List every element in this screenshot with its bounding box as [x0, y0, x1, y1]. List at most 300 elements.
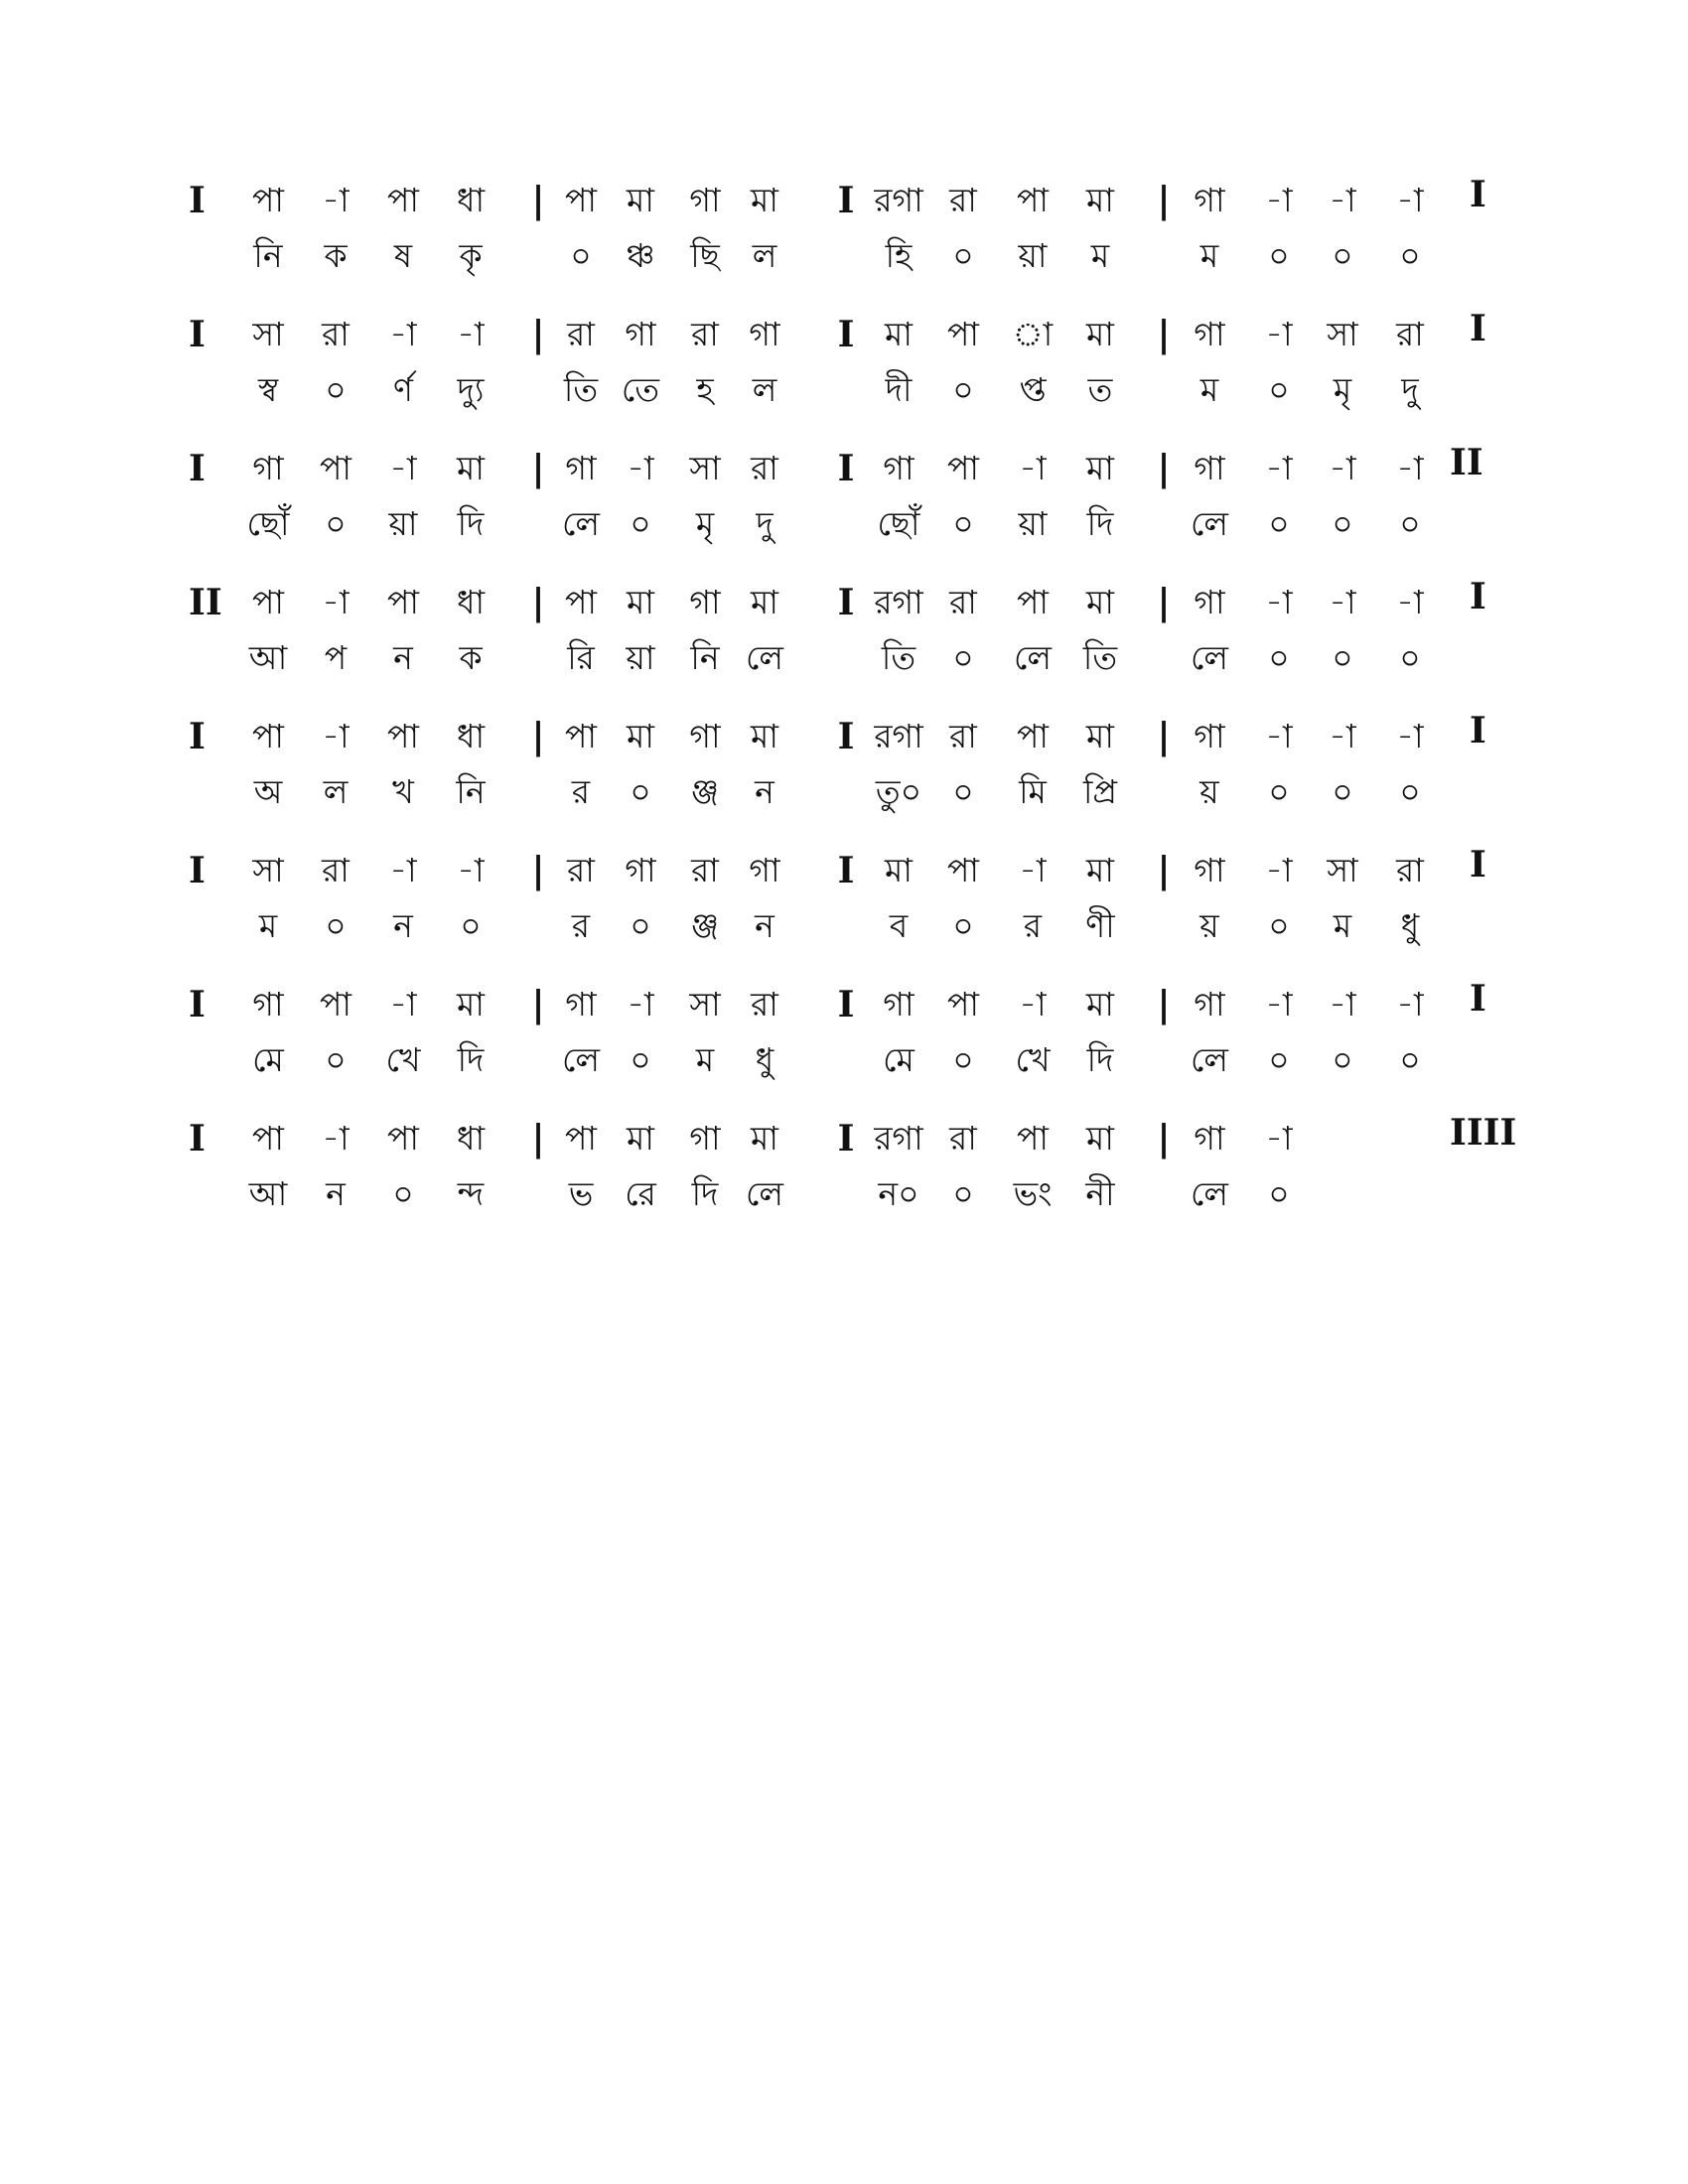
- note: মা: [457, 449, 485, 487]
- note: গা: [252, 985, 284, 1024]
- lyric-syllable: ০: [1399, 1040, 1421, 1079]
- note: পা: [252, 583, 284, 621]
- barline: |: [1157, 1118, 1171, 1160]
- barline: |: [1157, 582, 1171, 623]
- lyric-syllable: ঞ্জ: [690, 772, 720, 811]
- note: রা: [322, 315, 350, 353]
- note: পা: [1017, 717, 1049, 755]
- note: -া: [1265, 717, 1293, 755]
- note: পা: [565, 181, 597, 219]
- note: গা: [1194, 985, 1225, 1024]
- lyric-syllable: মে: [252, 1040, 284, 1079]
- lyric-syllable: ছোঁ: [877, 504, 920, 543]
- lyric-syllable: নি: [690, 638, 720, 677]
- note: গা: [252, 449, 284, 487]
- lyric-syllable: য়: [1199, 772, 1219, 811]
- note: মা: [885, 315, 913, 353]
- lyric-syllable: ক: [459, 638, 483, 677]
- note: -া: [1329, 449, 1356, 487]
- start-barline: I: [189, 850, 206, 891]
- note: -া: [322, 717, 350, 755]
- note: -া: [1265, 985, 1293, 1024]
- note: মা: [627, 181, 654, 219]
- barline: I: [837, 850, 855, 891]
- note: পা: [252, 1119, 284, 1158]
- lyric-syllable: য়া: [388, 504, 418, 543]
- note: মা: [1086, 851, 1114, 889]
- note: -া: [1265, 315, 1293, 353]
- note: মা: [457, 985, 485, 1024]
- lyric-syllable: হ: [696, 370, 714, 409]
- note: রা: [1396, 315, 1424, 353]
- note: মা: [1086, 315, 1114, 353]
- note: মা: [885, 851, 913, 889]
- note: ধা: [456, 181, 486, 219]
- barline: I: [837, 582, 855, 623]
- notation-row: [0, 437, 1688, 566]
- lyric-syllable: ০: [460, 906, 482, 945]
- lyric-syllable: ল: [752, 236, 777, 275]
- note: রা: [949, 717, 977, 755]
- note: -া: [1019, 985, 1047, 1024]
- lyric-syllable: ০: [630, 1040, 651, 1079]
- lyric-syllable: ০: [1399, 236, 1421, 275]
- note: রা: [1396, 851, 1424, 889]
- start-barline: I: [189, 984, 206, 1025]
- start-barline: I: [189, 1118, 206, 1160]
- barline: |: [531, 180, 545, 221]
- lyric-syllable: ০: [1268, 370, 1290, 409]
- note: গা: [1194, 583, 1225, 621]
- note: ধা: [456, 583, 486, 621]
- end-barline: II: [1450, 442, 1483, 483]
- lyric-syllable: ০: [1332, 772, 1353, 811]
- note: পা: [1017, 1119, 1049, 1158]
- note: রগা: [874, 583, 923, 621]
- note: মা: [751, 1119, 778, 1158]
- note: গা: [689, 1119, 721, 1158]
- lyric-syllable: খে: [1015, 1040, 1051, 1079]
- note: -া: [1265, 1119, 1293, 1158]
- note: গা: [625, 851, 656, 889]
- barline: |: [531, 716, 545, 757]
- note: -া: [1396, 583, 1424, 621]
- lyric-syllable: ছোঁ: [246, 504, 290, 543]
- lyric-syllable: দ্যু: [457, 370, 485, 409]
- lyric-syllable: য়া: [1018, 236, 1048, 275]
- lyric-syllable: ত: [1087, 370, 1113, 409]
- lyric-syllable: স্ব: [257, 370, 279, 409]
- note: পা: [565, 1119, 597, 1158]
- lyric-syllable: ০: [1268, 236, 1290, 275]
- note: -া: [389, 985, 417, 1024]
- note: পা: [565, 583, 597, 621]
- note: গা: [689, 181, 721, 219]
- lyric-syllable: ০: [630, 772, 651, 811]
- lyric-syllable: লে: [562, 504, 600, 543]
- note: -া: [1329, 985, 1356, 1024]
- lyric-syllable: ০: [325, 1040, 347, 1079]
- note: পা: [947, 985, 979, 1024]
- note: গা: [1194, 315, 1225, 353]
- lyric-syllable: ০: [1268, 504, 1290, 543]
- note: ধা: [456, 1119, 486, 1158]
- note: -া: [389, 449, 417, 487]
- lyric-syllable: দি: [691, 1174, 719, 1213]
- note: মা: [627, 717, 654, 755]
- lyric-syllable: ০: [630, 906, 651, 945]
- note: -া: [1396, 985, 1424, 1024]
- barline: |: [531, 1118, 545, 1160]
- lyric-syllable: প্ত: [1019, 370, 1047, 409]
- lyric-syllable: মৃ: [1333, 370, 1352, 409]
- note: গা: [749, 851, 780, 889]
- lyric-syllable: লে: [1014, 638, 1052, 677]
- lyric-syllable: য়া: [1018, 504, 1048, 543]
- lyric-syllable: ০: [1332, 504, 1353, 543]
- note: -া: [1265, 181, 1293, 219]
- lyric-syllable: লে: [1191, 504, 1228, 543]
- lyric-syllable: মৃ: [695, 504, 715, 543]
- note: গা: [1194, 851, 1225, 889]
- end-barline: I: [1470, 844, 1486, 886]
- note: মা: [751, 717, 778, 755]
- lyric-syllable: ০: [952, 370, 974, 409]
- lyric-syllable: দি: [1086, 1040, 1114, 1079]
- lyric-syllable: লে: [746, 638, 783, 677]
- lyric-syllable: প: [324, 638, 348, 677]
- lyric-syllable: ০: [1268, 638, 1290, 677]
- lyric-syllable: ণী: [1085, 906, 1115, 945]
- notation-row: [0, 303, 1688, 432]
- lyric-syllable: কৃ: [459, 236, 483, 275]
- note: পা: [947, 315, 979, 353]
- note: -া: [1019, 851, 1047, 889]
- note: -া: [457, 851, 485, 889]
- end-barline: I: [1470, 978, 1486, 1020]
- notation-row: [0, 169, 1688, 298]
- start-barline: I: [189, 314, 206, 355]
- lyric-syllable: দি: [457, 504, 485, 543]
- lyric-syllable: র: [571, 906, 591, 945]
- note: পা: [947, 449, 979, 487]
- lyric-syllable: ০: [1332, 1040, 1353, 1079]
- note: মা: [751, 181, 778, 219]
- lyric-syllable: দী: [885, 370, 913, 409]
- start-barline: I: [189, 448, 206, 489]
- lyric-syllable: রে: [625, 1174, 656, 1213]
- lyric-syllable: নি: [253, 236, 283, 275]
- note: -া: [457, 315, 485, 353]
- lyric-syllable: তি: [1082, 638, 1118, 677]
- start-barline: I: [189, 716, 206, 757]
- notation-row: [0, 705, 1688, 834]
- note: রা: [567, 315, 595, 353]
- lyric-syllable: র: [571, 772, 591, 811]
- lyric-syllable: তি: [563, 370, 599, 409]
- lyric-syllable: ০: [1399, 504, 1421, 543]
- note: া: [1012, 315, 1054, 353]
- note: -া: [322, 1119, 350, 1158]
- lyric-syllable: ল: [323, 772, 349, 811]
- note: রা: [751, 449, 778, 487]
- note: -া: [389, 315, 417, 353]
- note: রা: [949, 181, 977, 219]
- note: রা: [751, 985, 778, 1024]
- note: রা: [691, 315, 719, 353]
- lyric-syllable: আ: [248, 638, 288, 677]
- lyric-syllable: রি: [567, 638, 595, 677]
- lyric-syllable: ন: [393, 906, 413, 945]
- note: গা: [883, 449, 914, 487]
- note: -া: [1265, 583, 1293, 621]
- note: -া: [1019, 449, 1047, 487]
- note: মা: [1086, 1119, 1114, 1158]
- lyric-syllable: ম: [1199, 236, 1219, 275]
- lyric-syllable: ল: [752, 370, 777, 409]
- barline: |: [1157, 180, 1171, 221]
- lyric-syllable: দু: [1401, 370, 1419, 409]
- end-barline: I: [1470, 308, 1486, 349]
- lyric-syllable: লে: [1191, 638, 1228, 677]
- note: -া: [1396, 717, 1424, 755]
- lyric-syllable: ন্দ: [457, 1174, 485, 1213]
- lyric-syllable: খ: [392, 772, 414, 811]
- note: পা: [387, 1119, 419, 1158]
- note: গা: [625, 315, 656, 353]
- lyric-syllable: ন: [755, 906, 774, 945]
- barline: |: [531, 448, 545, 489]
- barline: |: [531, 314, 545, 355]
- lyric-syllable: ব: [889, 906, 909, 945]
- barline: I: [837, 314, 855, 355]
- end-barline: IIII: [1450, 1112, 1517, 1154]
- lyric-syllable: র্ণ: [393, 370, 413, 409]
- note: -া: [1265, 449, 1293, 487]
- lyric-syllable: ০: [1399, 772, 1421, 811]
- lyric-syllable: ০: [1332, 638, 1353, 677]
- note: রগা: [874, 181, 923, 219]
- lyric-syllable: ০: [392, 1174, 414, 1213]
- barline: |: [1157, 716, 1171, 757]
- lyric-syllable: ০: [325, 504, 347, 543]
- lyric-syllable: ভ: [568, 1174, 594, 1213]
- note: গা: [749, 315, 780, 353]
- lyric-syllable: ০: [952, 906, 974, 945]
- barline: |: [531, 582, 545, 623]
- barline: |: [1157, 850, 1171, 891]
- note: মা: [1086, 583, 1114, 621]
- barline: |: [531, 850, 545, 891]
- lyric-syllable: ০: [952, 1174, 974, 1213]
- lyric-syllable: য়া: [626, 638, 655, 677]
- lyric-syllable: হি: [885, 236, 913, 275]
- lyric-syllable: তে: [621, 370, 660, 409]
- note: -া: [627, 985, 654, 1024]
- note: মা: [1086, 181, 1114, 219]
- lyric-syllable: তু০: [875, 772, 922, 811]
- note: -া: [1396, 449, 1424, 487]
- note: রগা: [874, 717, 923, 755]
- note: রা: [949, 1119, 977, 1158]
- note: -া: [389, 851, 417, 889]
- lyric-syllable: ০: [952, 504, 974, 543]
- lyric-syllable: প্রি: [1082, 772, 1118, 811]
- note: মা: [751, 583, 778, 621]
- note: গা: [1194, 181, 1225, 219]
- lyric-syllable: ০: [952, 236, 974, 275]
- barline: I: [837, 448, 855, 489]
- lyric-syllable: আ: [248, 1174, 288, 1213]
- note: রা: [949, 583, 977, 621]
- note: পা: [565, 717, 597, 755]
- note: সা: [689, 985, 721, 1024]
- lyric-syllable: দি: [457, 1040, 485, 1079]
- note: -া: [627, 449, 654, 487]
- lyric-syllable: লে: [1191, 1040, 1228, 1079]
- lyric-syllable: ছি: [690, 236, 720, 275]
- note: রা: [322, 851, 350, 889]
- lyric-syllable: ন: [755, 772, 774, 811]
- note: -া: [1396, 181, 1424, 219]
- note: -া: [1329, 717, 1356, 755]
- lyric-syllable: নী: [1085, 1174, 1115, 1213]
- note: সা: [252, 315, 284, 353]
- end-barline: I: [1470, 710, 1486, 751]
- note: -া: [322, 583, 350, 621]
- lyric-syllable: খে: [385, 1040, 421, 1079]
- lyric-syllable: ০: [952, 638, 974, 677]
- barline: |: [1157, 314, 1171, 355]
- lyric-syllable: ০: [1268, 1174, 1290, 1213]
- lyric-syllable: লে: [746, 1174, 783, 1213]
- note: সা: [1327, 851, 1358, 889]
- lyric-syllable: ম: [1199, 370, 1219, 409]
- note: পা: [252, 181, 284, 219]
- note: সা: [1327, 315, 1358, 353]
- lyric-syllable: ০: [1332, 236, 1353, 275]
- note: পা: [387, 583, 419, 621]
- note: সা: [252, 851, 284, 889]
- lyric-syllable: র: [1023, 906, 1043, 945]
- lyric-syllable: মে: [883, 1040, 914, 1079]
- barline: I: [837, 180, 855, 221]
- lyric-syllable: ভং: [1013, 1174, 1053, 1213]
- notation-row: [0, 839, 1688, 968]
- note: -া: [322, 181, 350, 219]
- lyric-syllable: ম: [695, 1040, 715, 1079]
- lyric-syllable: ০: [1268, 906, 1290, 945]
- start-barline: I: [189, 180, 206, 221]
- lyric-syllable: ন: [326, 1174, 346, 1213]
- barline: I: [837, 984, 855, 1025]
- notation-row: [0, 973, 1688, 1102]
- lyric-syllable: ০: [325, 370, 347, 409]
- lyric-syllable: দি: [1086, 504, 1114, 543]
- lyric-syllable: ০: [952, 772, 974, 811]
- lyric-syllable: ০: [1268, 772, 1290, 811]
- note: মা: [1086, 717, 1114, 755]
- end-barline: I: [1470, 174, 1486, 215]
- note: ধা: [456, 717, 486, 755]
- note: পা: [1017, 181, 1049, 219]
- lyric-syllable: ম: [1090, 236, 1110, 275]
- barline: I: [837, 716, 855, 757]
- lyric-syllable: মি: [1019, 772, 1047, 811]
- lyric-syllable: ঞ্জ: [690, 906, 720, 945]
- note: রা: [691, 851, 719, 889]
- barline: |: [531, 984, 545, 1025]
- lyric-syllable: ধু: [1400, 906, 1420, 945]
- lyric-syllable: ০: [1268, 1040, 1290, 1079]
- note: -া: [1329, 181, 1356, 219]
- note: পা: [387, 717, 419, 755]
- note: গা: [689, 583, 721, 621]
- lyric-syllable: তি: [881, 638, 916, 677]
- barline: |: [1157, 448, 1171, 489]
- note: পা: [320, 985, 352, 1024]
- lyric-syllable: লে: [562, 1040, 600, 1079]
- barline: |: [1157, 984, 1171, 1025]
- end-barline: I: [1470, 576, 1486, 617]
- note: -া: [1265, 851, 1293, 889]
- note: মা: [1086, 449, 1114, 487]
- lyric-syllable: ন: [393, 638, 413, 677]
- lyric-syllable: ০: [952, 1040, 974, 1079]
- note: রা: [567, 851, 595, 889]
- note: পা: [947, 851, 979, 889]
- note: পা: [1017, 583, 1049, 621]
- lyric-syllable: ০: [570, 236, 592, 275]
- note: গা: [1194, 449, 1225, 487]
- note: -া: [1329, 583, 1356, 621]
- lyric-syllable: ম: [258, 906, 278, 945]
- lyric-syllable: ন০: [878, 1174, 919, 1213]
- note: মা: [627, 1119, 654, 1158]
- lyric-syllable: ক: [324, 236, 348, 275]
- note: পা: [320, 449, 352, 487]
- note: গা: [565, 449, 597, 487]
- start-barline: II: [189, 582, 222, 623]
- barline: I: [837, 1118, 855, 1160]
- note: গা: [883, 985, 914, 1024]
- note: গা: [689, 717, 721, 755]
- lyric-syllable: ধু: [755, 1040, 774, 1079]
- lyric-syllable: ০: [325, 906, 347, 945]
- lyric-syllable: ম: [1333, 906, 1352, 945]
- note: পা: [387, 181, 419, 219]
- note: গা: [565, 985, 597, 1024]
- lyric-syllable: ঞ্চ: [626, 236, 655, 275]
- note: সা: [689, 449, 721, 487]
- lyric-syllable: ষ: [393, 236, 413, 275]
- lyric-syllable: দু: [756, 504, 774, 543]
- lyric-syllable: ০: [1399, 638, 1421, 677]
- note: গা: [1194, 717, 1225, 755]
- lyric-syllable: অ: [253, 772, 283, 811]
- lyric-syllable: নি: [456, 772, 486, 811]
- lyric-syllable: লে: [1191, 1174, 1228, 1213]
- lyric-syllable: য়: [1199, 906, 1219, 945]
- note: মা: [1086, 985, 1114, 1024]
- note: মা: [627, 583, 654, 621]
- notation-row: [0, 1107, 1688, 1236]
- note: রগা: [874, 1119, 923, 1158]
- note: গা: [1194, 1119, 1225, 1158]
- lyric-syllable: ০: [630, 504, 651, 543]
- note: পা: [252, 717, 284, 755]
- notation-row: [0, 571, 1688, 700]
